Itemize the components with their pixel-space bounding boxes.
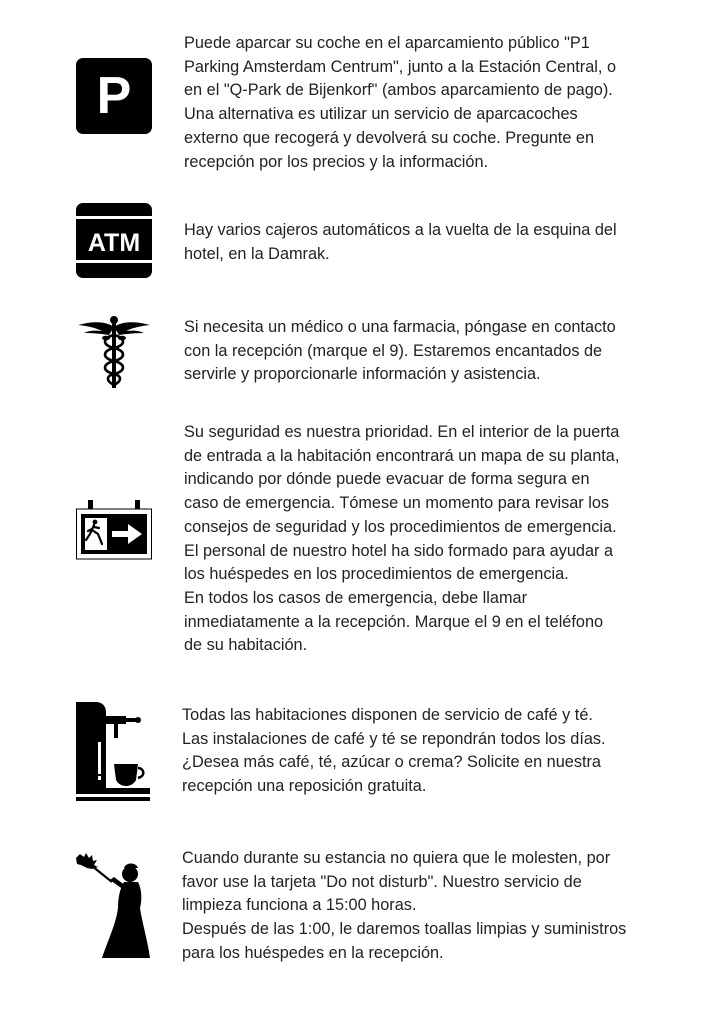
housekeeping-maid-icon: [72, 852, 152, 960]
parking-icon-label: P: [96, 67, 132, 125]
coffee-text: Todas las habitaciones disponen de servicio de café y té. Las instalaciones de café y té se repondrán todos los días. ¿Desea más café, té, azúcar o crema? Solicite en nuestra recepción una reposición gratuita.: [182, 706, 606, 796]
caduceus-icon: [76, 313, 152, 389]
emergency-text: Su seguridad es nuestra prioridad. En el interior de la puerta de entrada a la habitación encontrará un mapa de su planta, indicando por dónde puede evacuar de forma segura en caso de emergencia. Tómese un momento para revisar los consejos de seguridad y los procedimientos de emergencia. El personal de nuestro hotel ha sido formado para ayudar a los huéspedes en los procedimientos de emergencia. En todos los casos de emergencia, debe llamar inmediatamente a la recepción. Marque el 9 en el teléfono de su habitación.: [184, 423, 620, 655]
emergency-exit-icon: [76, 500, 152, 560]
housekeeping-text: Cuando durante su estancia no quiera que le molesten, por favor use la tarjeta "Do not disturb". Nuestro servicio de limpieza funciona a 15:00 horas. Después de las 1:00, le daremos toallas limpias y suministros para los huéspedes en la recepción.: [182, 849, 627, 962]
parking-icon: [76, 58, 152, 134]
atm-icon: [76, 203, 152, 278]
parking-text: Puede aparcar su coche en el aparcamiento público "P1 Parking Amsterdam Centrum", junto a la Estación Central, o en el "Q-Park de Bijenkorf" (ambos aparcamiento de pago). Una alternativa es utilizar un servicio de aparcacoches externo que recogerá y devolverá su coche. Pregunte en recepción por los precios y la información.: [184, 34, 617, 171]
medical-text: Si necesita un médico o una farmacia, póngase en contacto con la recepción (marque el 9). Estaremos encantados de servirle y proporcionarle información y asistencia.: [184, 318, 616, 384]
atm-icon-label: ATM: [87, 229, 141, 257]
coffee-machine-icon: [76, 702, 154, 802]
atm-text: Hay varios cajeros automáticos a la vuelta de la esquina del hotel, en la Damrak.: [184, 221, 617, 263]
